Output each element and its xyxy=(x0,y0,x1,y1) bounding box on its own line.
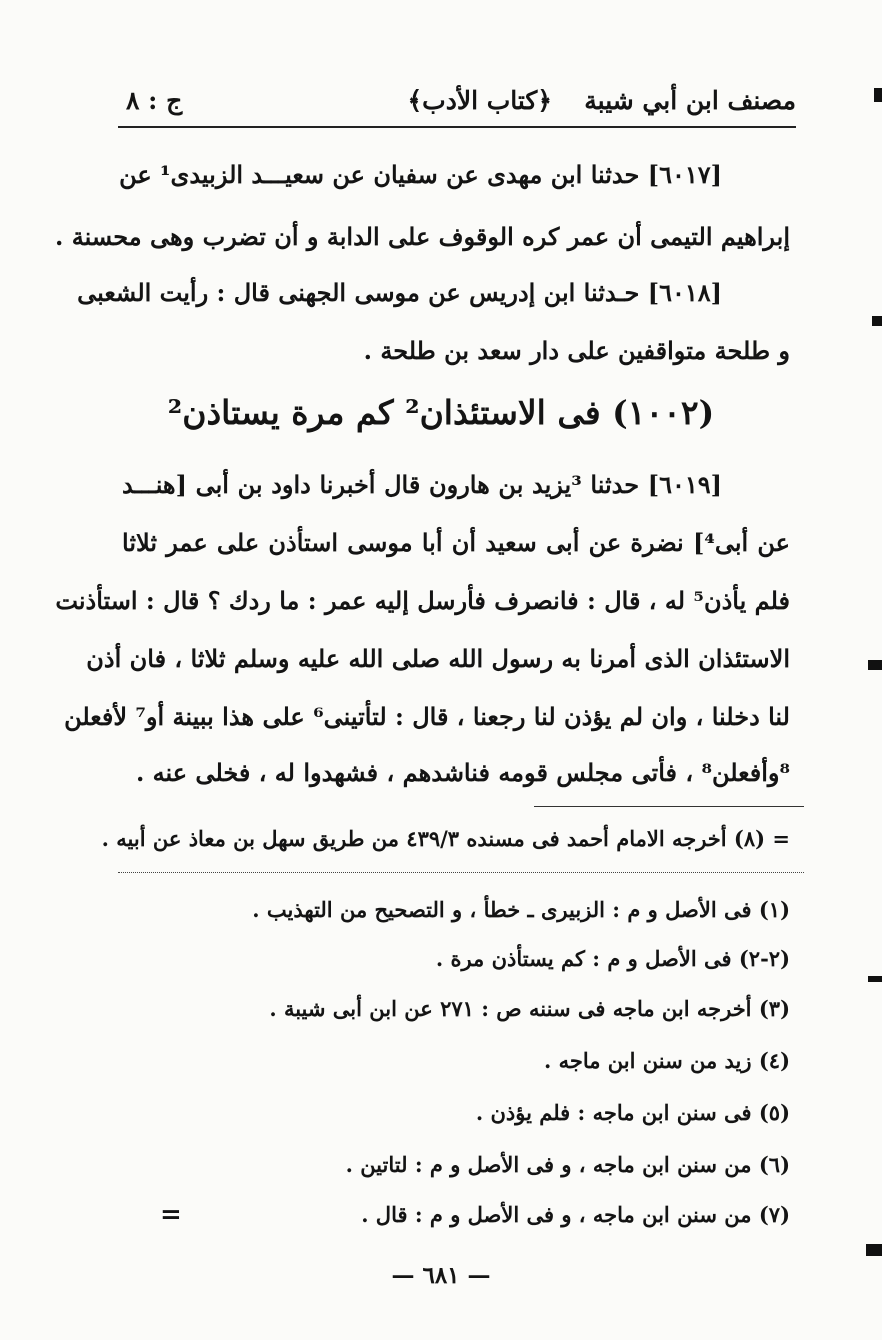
footnote-3: (٣) أخرجه ابن ماجه فى سننه ص : ٢٧١ عن ابن أبى شيبة . xyxy=(269,996,790,1021)
hadith-6017-line-1: [٦٠١٧] حدثنا ابن مهدى عن سفيان عن سعيـــد الزبيدى¹ عن xyxy=(119,160,722,189)
hadith-6019-line-5: لنا دخلنا ، وان لم يؤذن لنا رجعنا ، قال : لتأتينى⁶ على هذا ببينة أو⁷ لأفعلن xyxy=(64,702,790,731)
footnote-2: (٢-٢) فى الأصل و م : كم يستأذن مرة . xyxy=(435,946,790,971)
scan-edge-mark xyxy=(872,316,882,326)
scan-edge-mark xyxy=(866,1244,882,1256)
footnote-5: (٥) فى سنن ابن ماجه : فلم يؤذن . xyxy=(475,1100,790,1125)
section-heading: (١٠٠٢) فى الاستئذان² كم مرة يستاذن² xyxy=(167,393,715,432)
header-book-title: مصنف ابن أبي شيبة xyxy=(584,86,796,115)
hadith-6017-line-2: إبراهيم التيمى أن عمر كره الوقوف على الدابة و أن تضرب وهى محسنة . xyxy=(55,222,790,251)
hadith-6019-line-3: فلم يأذن⁵ له ، قال : فانصرف فأرسل إليه عمر : ما ردك ؟ قال : استأذنت xyxy=(55,586,790,615)
dotted-separator xyxy=(118,872,804,873)
header-chapter-title: ﴿كتاب الأدب﴾ xyxy=(407,86,552,115)
hadith-6019-line-2: عن أبى⁴] نضرة عن أبى سعيد أن أبا موسى استأذن على عمر ثلاثا xyxy=(122,528,790,557)
header-rule xyxy=(118,126,796,128)
footnote-6: (٦) من سنن ابن ماجه ، و فى الأصل و م : لتاتين . xyxy=(345,1152,790,1177)
hadith-6019-line-4: الاستئذان الذى أمرنا به رسول الله صلى الله عليه وسلم ثلاثا ، فان أذن xyxy=(86,644,790,673)
scan-edge-mark xyxy=(868,976,882,982)
continuation-footnote: = (٨) أخرجه الامام أحمد فى مسنده ٤٣٩/٣ من طريق سهل بن معاذ عن أبيه . xyxy=(101,826,790,851)
hadith-6019-line-1: [٦٠١٩] حدثنا ³يزيد بن هارون قال أخبرنا داود بن أبى [هنـــد xyxy=(122,470,722,499)
page-number: — ٦٨١ — xyxy=(391,1262,491,1289)
footnote-4: (٤) زيد من سنن ابن ماجه . xyxy=(543,1048,790,1073)
scan-edge-mark xyxy=(874,88,882,102)
hadith-6019-line-6: ⁸وأفعلن⁸ ، فأتى مجلس قومه فناشدهم ، فشهدوا له ، فخلى عنه . xyxy=(135,758,790,787)
footnote-separator xyxy=(534,806,804,807)
continues-mark: = xyxy=(160,1200,182,1230)
footnote-7: (٧) من سنن ابن ماجه ، و فى الأصل و م : قال . xyxy=(361,1202,790,1227)
header-volume-number: ج : ٨ xyxy=(126,86,183,115)
hadith-6018-line-2: و طلحة متواقفين على دار سعد بن طلحة . xyxy=(363,336,790,365)
hadith-6018-line-1: [٦٠١٨] حـدثنا ابن إدريس عن موسى الجهنى قال : رأيت الشعبى xyxy=(77,278,722,307)
footnote-1: (١) فى الأصل و م : الزبيرى ـ خطأ ، و التصحيح من التهذيب . xyxy=(252,897,790,922)
scan-edge-mark xyxy=(868,660,882,670)
